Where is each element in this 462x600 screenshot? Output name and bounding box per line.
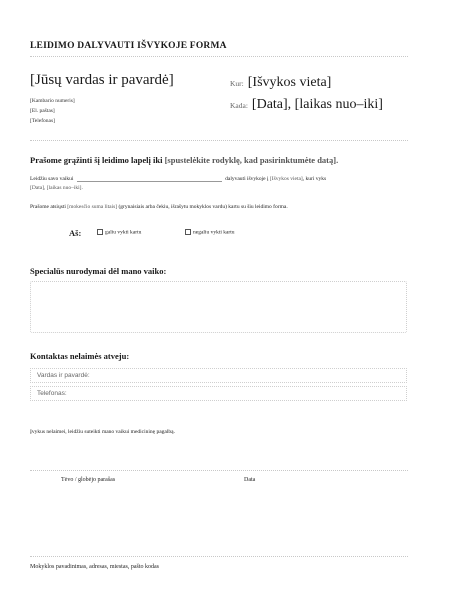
checkbox-cannot-go[interactable] [185,229,191,235]
permission-text-3: , kuri vyks [302,176,327,182]
option-can-go[interactable] [97,229,141,235]
trip-place-field[interactable]: [Išvykos vieta] [269,176,303,182]
where-row [230,73,331,91]
date-label: Data [244,477,256,483]
signature-rule [30,470,408,471]
option-cannot-go-label: negaliu vykti kartu [193,229,235,236]
emergency-heading: Kontaktas nelaimės atveju: [30,351,130,361]
footer-rule [30,556,408,557]
trip-date-field[interactable]: [Data], [laikas nuo–iki]. [30,185,83,191]
permission-text-2: dalyvauti išvykoje į [225,176,269,182]
option-cannot-go[interactable] [185,229,235,235]
form-title: LEIDIMO DALYVAUTI IŠVYKOJE FORMA [30,41,227,51]
name-field[interactable]: [Jūsų vardas ir pavardė] [30,72,174,88]
parent-signature-label: Tėvo / globėjo parašas [61,477,116,483]
payment-line [30,204,440,210]
emergency-phone-label: Telefonas: [37,390,67,397]
where-label: Kur: [230,79,244,88]
address-line-room[interactable]: [Kambario numeris] [30,98,75,104]
payment-text-1: Prašome atsiųsti [30,204,66,210]
where-field[interactable]: [Išvykos vieta] [247,75,332,90]
permission-text-1: Leidžiu savo vaikui [30,176,74,182]
title-rule [30,56,408,57]
payment-text-2: (grynaisiais arba čekiu, išrašytu mokyklos vardu) kartu su šiu leidimo forma. [118,204,288,210]
address-line-phone[interactable]: [Telefonas] [30,118,55,124]
consent-text: Įvykus nelaimei, leidžiu suteikti mano vaikui medicininę pagalbą. [30,429,175,435]
special-instructions-box[interactable] [30,281,407,333]
special-heading: Specialūs nurodymai dėl mano vaiko: [30,266,167,276]
checkbox-can-go[interactable] [97,229,103,235]
emergency-phone-field[interactable] [30,386,407,401]
return-notice [30,155,430,165]
permission-line [30,175,430,182]
when-field[interactable]: [Data], [laikas nuo–iki] [251,97,383,112]
school-address[interactable]: Mokyklos pavadinimas, adresas, miestas, pašto kodas [30,564,159,570]
when-label: Kada: [230,101,248,110]
emergency-name-field[interactable] [30,368,407,383]
child-name-field[interactable] [77,175,222,182]
address-line-email[interactable]: [El. paštas] [30,108,55,114]
when-row [230,95,383,113]
choice-label: Aš: [69,228,82,238]
return-date-picker[interactable]: [spustelėkite rodyklę, kad pasirinktumėte datą]. [164,155,339,165]
return-notice-text: Prašome grąžinti šį leidimo lapelį iki [30,155,163,165]
fee-amount-field[interactable]: [mokesčio suma litais] [67,204,118,210]
emergency-name-label: Vardas ir pavardė: [37,372,90,379]
header-rule [30,140,408,141]
option-can-go-label: galiu vykti kartu [105,229,142,236]
